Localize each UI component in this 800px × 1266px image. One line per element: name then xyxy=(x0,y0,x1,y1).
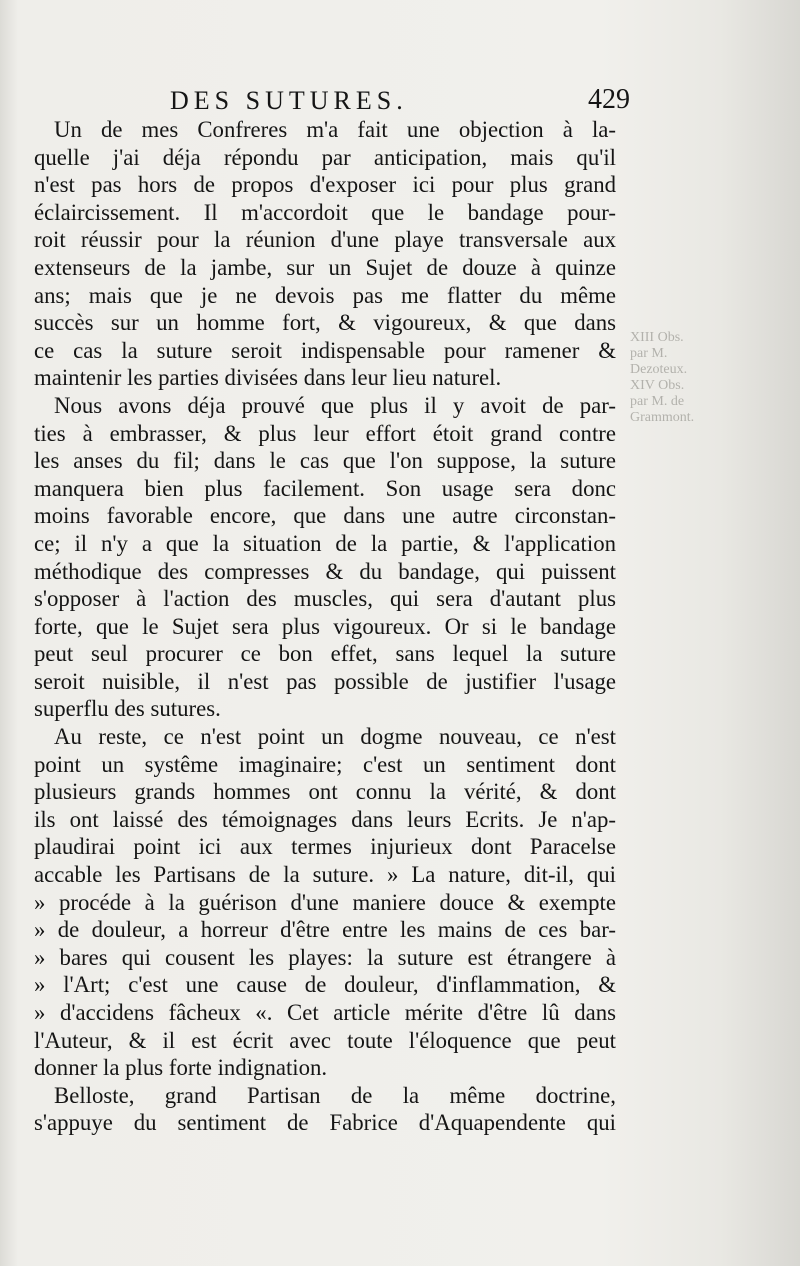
text-line: quelle j'ai déja répondu par anticipation, mais qu'il xyxy=(34,144,616,170)
text-line: Au reste, ce n'est point un dogme nouveau, ce n'est xyxy=(54,724,616,750)
bleed-line: Dezoteux. xyxy=(630,362,688,377)
text-line: ans; mais que je ne devois pas me flatter du même xyxy=(34,282,616,308)
text-line: l'Auteur, & il est écrit avec toute l'éloquence que peut xyxy=(34,1027,616,1053)
text-line: point un systême imaginaire; c'est un sentiment dont xyxy=(34,751,616,777)
page-number: 429 xyxy=(588,84,630,115)
text-line: peut seul procurer ce bon effet, sans lequel la suture xyxy=(34,641,616,667)
text-line: plusieurs grands hommes ont connu la vérité, & dont xyxy=(34,779,616,805)
bleed-line: XIV Obs. xyxy=(630,378,685,393)
text-line: les anses du fil; dans le cas que l'on suppose, la suture xyxy=(34,448,616,474)
text-line: manquera bien plus facilement. Son usage sera donc xyxy=(34,475,616,501)
text-line: » l'Art; c'est une cause de douleur, d'inflammation, & xyxy=(34,972,616,998)
text-line: méthodique des compresses & du bandage, qui puissent xyxy=(34,558,616,584)
paragraph xyxy=(34,116,616,392)
text-line: accable les Partisans de la suture. » La nature, dit-il, qui xyxy=(34,862,616,888)
paragraph xyxy=(34,392,616,723)
text-line: donner la plus forte indignation. xyxy=(34,1055,328,1081)
text-line: forte, que le Sujet sera plus vigoureux. Or si le bandage xyxy=(34,613,616,639)
text-line: superflu des sutures. xyxy=(34,696,221,722)
text-line: » de douleur, a horreur d'être entre les mains de ces bar- xyxy=(34,917,616,943)
bleed-line: Grammont. xyxy=(630,410,695,425)
margin-bleed-through xyxy=(630,330,800,530)
text-line: Belloste, grand Partisan de la même doctrine, xyxy=(54,1082,616,1108)
body-text xyxy=(34,116,616,1137)
text-line: extenseurs de la jambe, sur un Sujet de douze à quinze xyxy=(34,254,616,280)
paragraph xyxy=(34,723,616,1082)
text-line: roit réussir pour la réunion d'une playe transversale aux xyxy=(34,227,616,253)
text-line: s'appuye du sentiment de Fabrice d'Aquapendente qui xyxy=(34,1110,616,1136)
text-line: plaudirai point ici aux termes injurieux dont Paracelse xyxy=(34,834,616,860)
text-line: ils ont laissé des témoignages dans leurs Ecrits. Je n'ap- xyxy=(34,806,616,832)
text-line: seroit nuisible, il n'est pas possible de justifier l'usage xyxy=(34,668,616,694)
page-header xyxy=(170,80,630,120)
paragraph xyxy=(34,1082,616,1137)
text-line: Un de mes Confreres m'a fait une objection à la- xyxy=(54,117,616,142)
text-line: s'opposer à l'action des muscles, qui sera d'autant plus xyxy=(34,586,616,612)
text-line: » procéde à la guérison d'une maniere douce & exempte xyxy=(34,889,616,915)
running-head: DES SUTURES. xyxy=(170,86,408,115)
bleed-line: par M. de xyxy=(630,394,685,409)
text-line: ce; il n'y a que la situation de la partie, & l'application xyxy=(34,530,616,556)
text-line: Nous avons déja prouvé que plus il y avoit de par- xyxy=(54,392,616,418)
text-line: éclaircissement. Il m'accordoit que le bandage pour- xyxy=(34,199,616,225)
bleed-line: XIII Obs. xyxy=(630,330,684,345)
text-line: » bares qui cousent les playes: la suture est étrangere à xyxy=(34,944,616,970)
bleed-line: par M. xyxy=(630,346,668,361)
text-line: n'est pas hors de propos d'exposer ici pour plus grand xyxy=(34,172,616,198)
text-line: moins favorable encore, que dans une autre circonstan- xyxy=(34,503,616,529)
text-line: » d'accidens fâcheux «. Cet article mérite d'être lû dans xyxy=(34,1000,616,1025)
text-line: maintenir les parties divisées dans leur lieu naturel. xyxy=(34,365,502,391)
text-line: ties à embrasser, & plus leur effort étoit grand contre xyxy=(34,420,616,446)
text-line: ce cas la suture seroit indispensable pour ramener & xyxy=(34,337,616,363)
text-line: succès sur un homme fort, & vigoureux, & que dans xyxy=(34,310,616,336)
